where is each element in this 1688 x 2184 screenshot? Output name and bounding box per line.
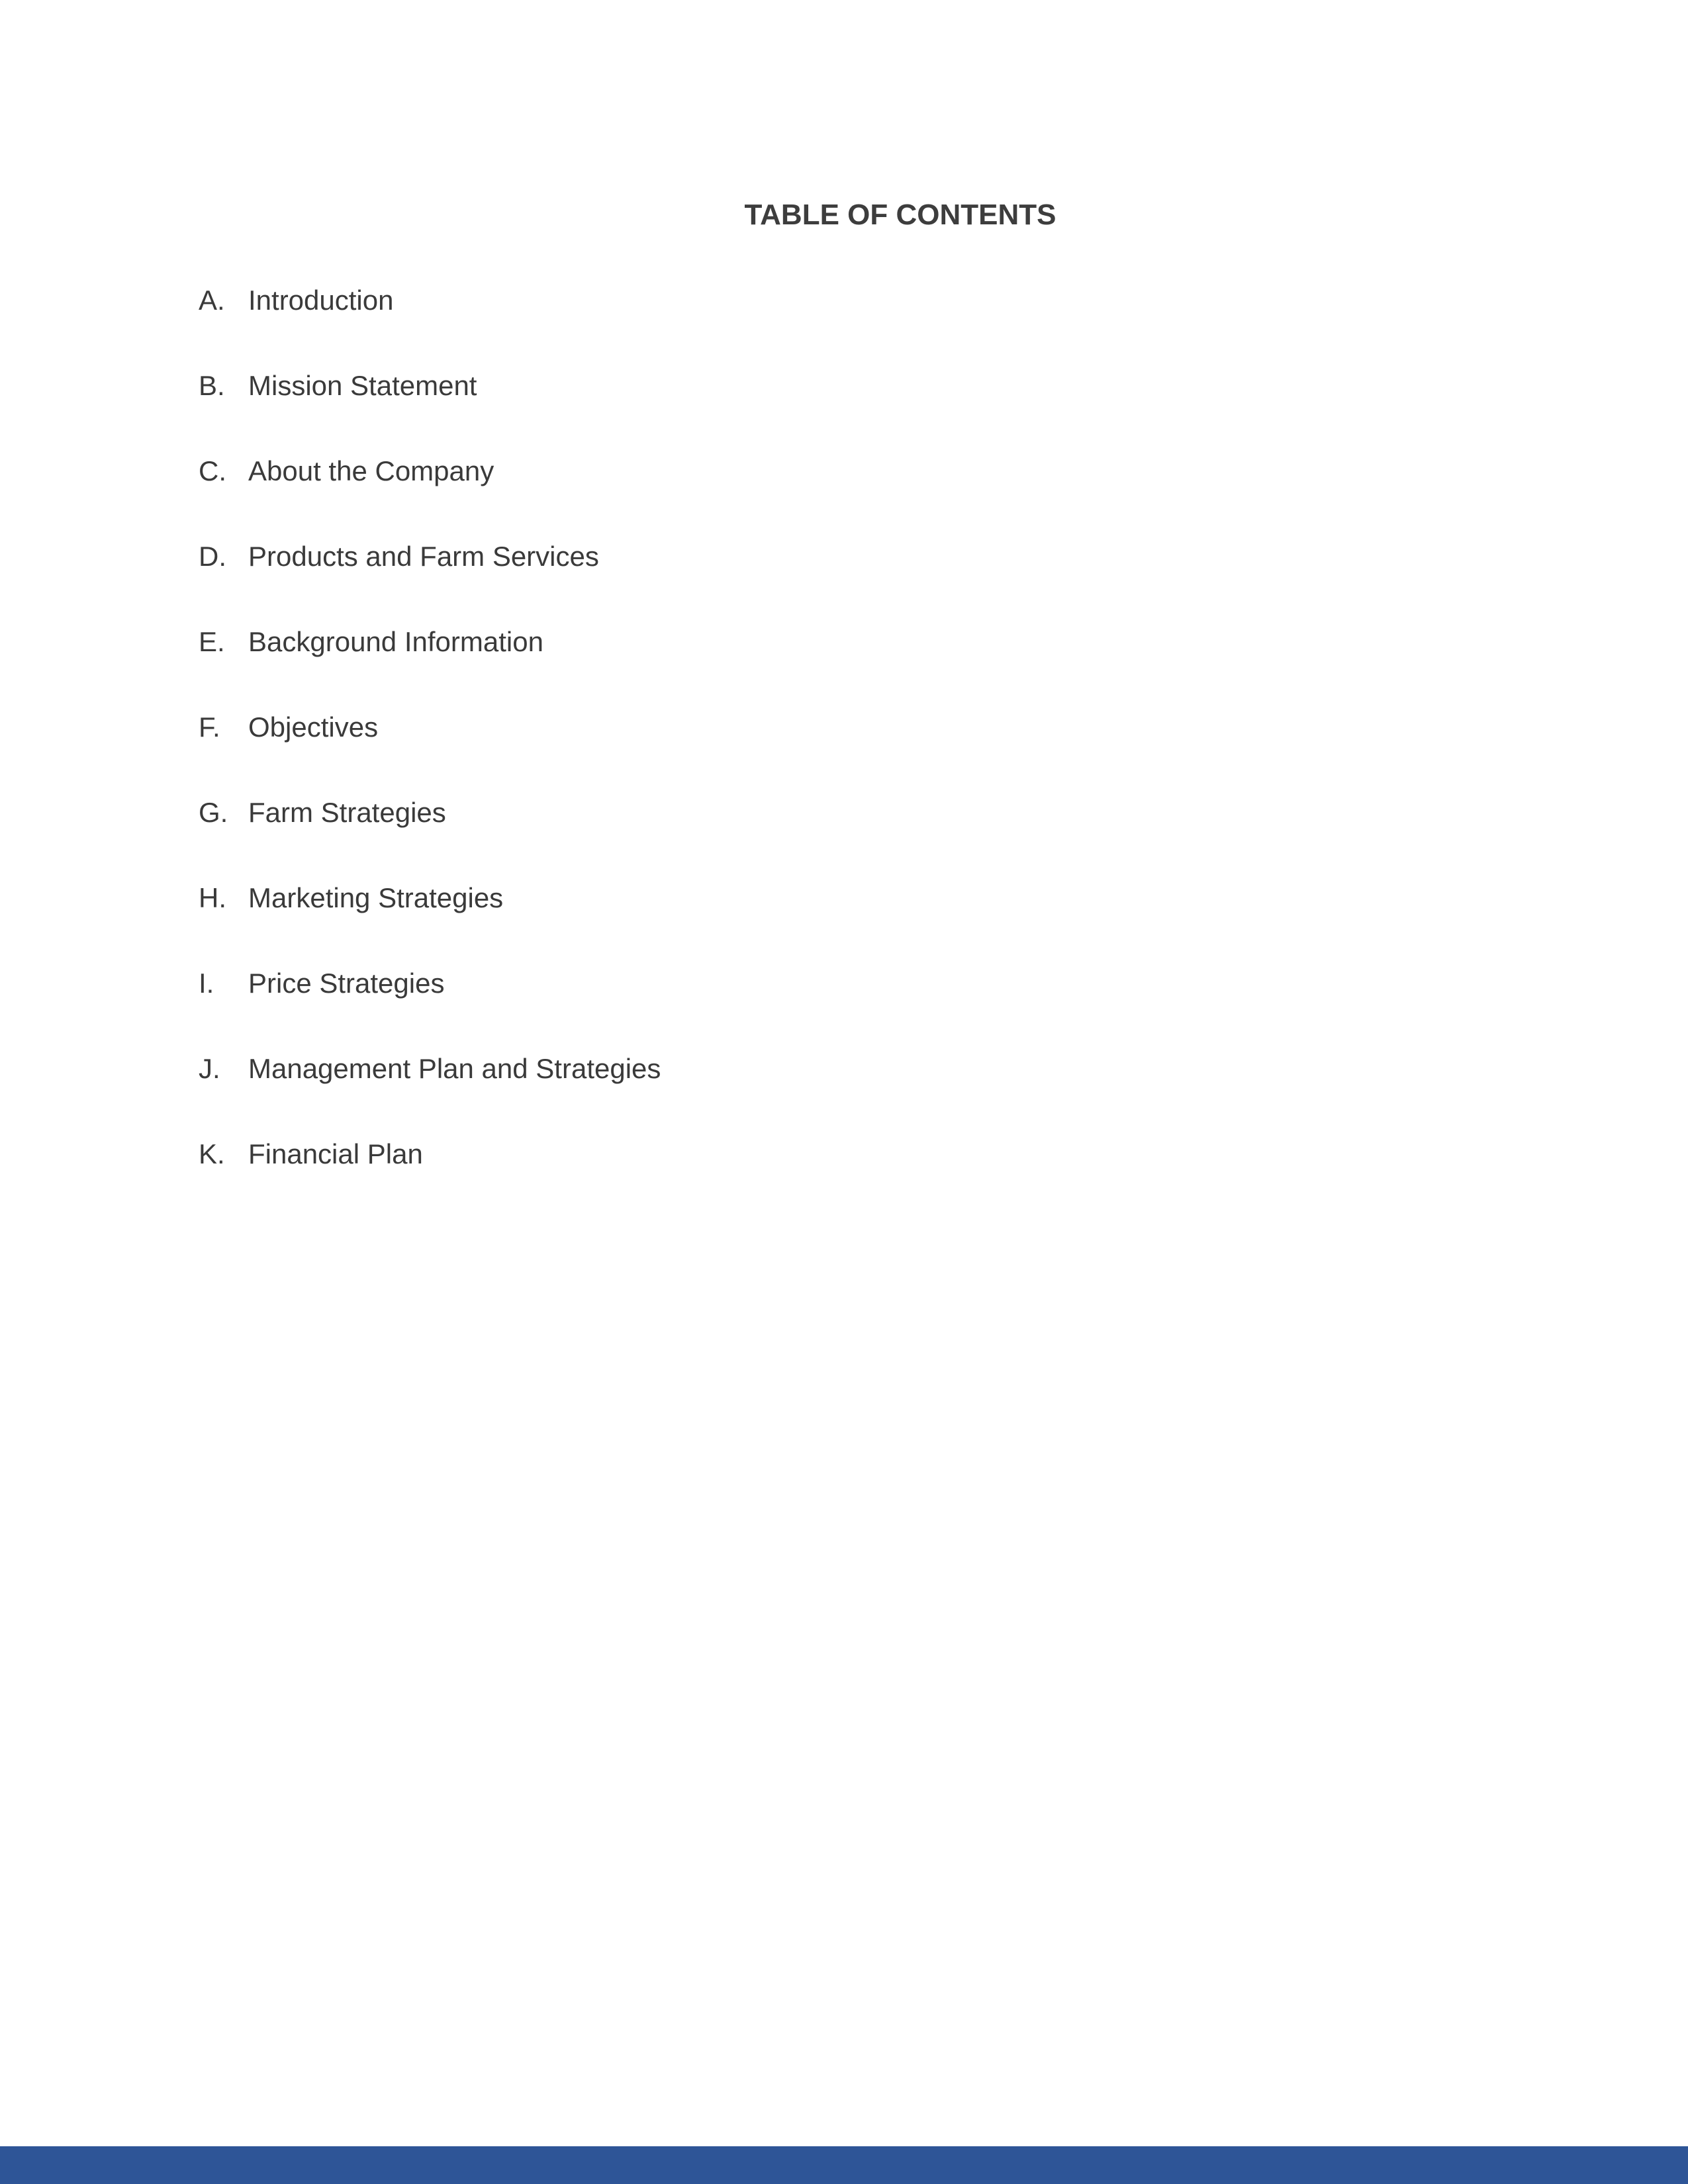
toc-item-letter: K.	[199, 1138, 225, 1169]
toc-item-letter: E.	[199, 626, 225, 657]
toc-item-letter: I.	[199, 968, 214, 999]
toc-item-label: Objectives	[248, 711, 379, 743]
toc-item-label: About the Company	[248, 455, 494, 486]
toc-item-label: Marketing Strategies	[248, 882, 504, 913]
toc-item-label: Financial Plan	[248, 1138, 423, 1169]
toc-item-financial-plan	[199, 1138, 1523, 1224]
toc-item-introduction	[199, 285, 1523, 370]
toc-item-letter: J.	[199, 1053, 220, 1084]
toc-item-letter: H.	[199, 882, 226, 913]
toc-item-label: Price Strategies	[248, 968, 445, 999]
toc-list	[199, 285, 1523, 1224]
toc-item-label: Farm Strategies	[248, 797, 446, 828]
toc-item-label: Mission Statement	[248, 370, 477, 401]
toc-item-letter: A.	[199, 285, 225, 316]
toc-item-label: Background Information	[248, 626, 543, 657]
toc-item-letter: D.	[199, 541, 226, 572]
footer-bar	[0, 2146, 1688, 2184]
toc-item-about-the-company	[199, 455, 1523, 541]
toc-item-marketing-strategies	[199, 882, 1523, 968]
toc-item-management-plan	[199, 1053, 1523, 1138]
toc-item-mission-statement	[199, 370, 1523, 455]
toc-item-letter: G.	[199, 797, 228, 828]
toc-item-letter: B.	[199, 370, 225, 401]
toc-item-label: Management Plan and Strategies	[248, 1053, 661, 1084]
toc-item-background-information	[199, 626, 1523, 711]
toc-item-label: Introduction	[248, 285, 394, 316]
toc-item-letter: C.	[199, 455, 226, 486]
toc-item-price-strategies	[199, 968, 1523, 1053]
toc-item-farm-strategies	[199, 797, 1523, 882]
toc-item-label: Products and Farm Services	[248, 541, 599, 572]
toc-item-objectives	[199, 711, 1523, 797]
page-title: TABLE OF CONTENTS	[744, 199, 1056, 231]
toc-item-products-and-farm-services	[199, 541, 1523, 626]
toc-item-letter: F.	[199, 711, 220, 743]
